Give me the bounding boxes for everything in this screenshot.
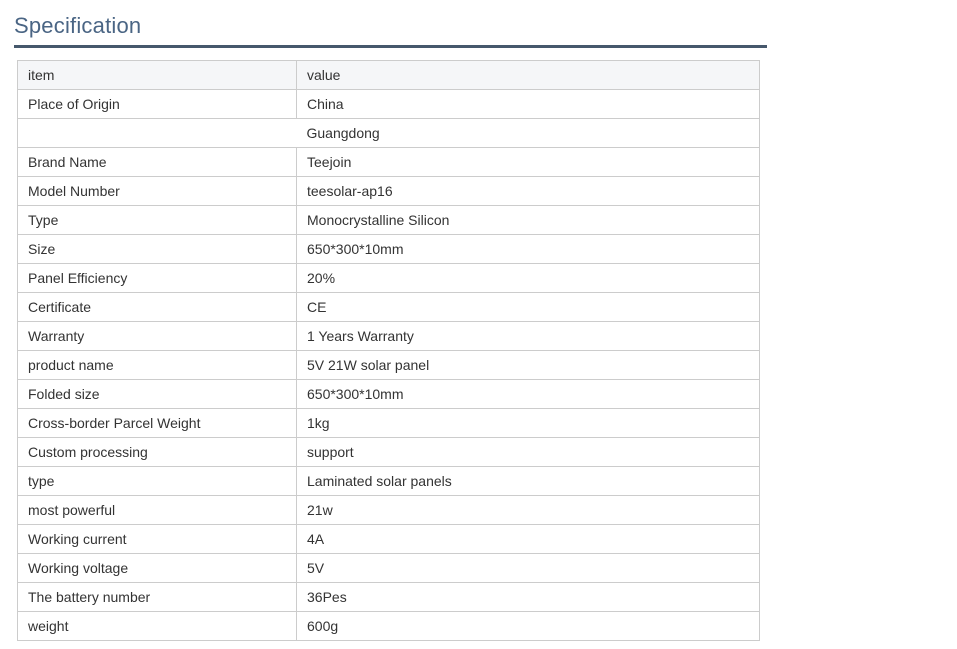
table-body xyxy=(18,90,760,641)
table-row xyxy=(18,293,760,322)
column-header-value: value xyxy=(297,61,760,90)
spec-item-cell: Custom processing xyxy=(18,438,297,467)
table-row xyxy=(18,438,760,467)
spec-item-cell xyxy=(18,119,297,148)
spec-value-cell: 5V 21W solar panel xyxy=(297,351,760,380)
table-row xyxy=(18,264,760,293)
table-row xyxy=(18,496,760,525)
spec-item-cell: Place of Origin xyxy=(18,90,297,119)
column-header-item: item xyxy=(18,61,297,90)
table-row xyxy=(18,119,760,148)
spec-value-cell: 650*300*10mm xyxy=(297,235,760,264)
spec-value-cell: support xyxy=(297,438,760,467)
spec-item-cell: The battery number xyxy=(18,583,297,612)
table-row xyxy=(18,409,760,438)
table-row xyxy=(18,380,760,409)
spec-value-cell: 21w xyxy=(297,496,760,525)
spec-item-cell: Warranty xyxy=(18,322,297,351)
table-row xyxy=(18,583,760,612)
table-row xyxy=(18,525,760,554)
table-row xyxy=(18,351,760,380)
spec-item-cell: Type xyxy=(18,206,297,235)
spec-item-cell: most powerful xyxy=(18,496,297,525)
table-row xyxy=(18,322,760,351)
table-row xyxy=(18,177,760,206)
spec-value-cell: Teejoin xyxy=(297,148,760,177)
spec-item-cell: Working current xyxy=(18,525,297,554)
spec-value-cell: 4A xyxy=(297,525,760,554)
spec-value-cell: 1kg xyxy=(297,409,760,438)
spec-item-cell: Brand Name xyxy=(18,148,297,177)
section-title-underline xyxy=(14,14,767,48)
table-header-row xyxy=(18,61,760,90)
spec-value-cell: 5V xyxy=(297,554,760,583)
spec-item-cell: type xyxy=(18,467,297,496)
spec-item-cell: Cross-border Parcel Weight xyxy=(18,409,297,438)
spec-item-cell: Folded size xyxy=(18,380,297,409)
spec-item-cell: Working voltage xyxy=(18,554,297,583)
specification-table xyxy=(17,60,760,641)
table-row xyxy=(18,467,760,496)
spec-item-cell: Model Number xyxy=(18,177,297,206)
table-row xyxy=(18,612,760,641)
table-row xyxy=(18,554,760,583)
spec-value-cell: China xyxy=(297,90,760,119)
table-header xyxy=(18,61,760,90)
spec-value-cell: 36Pes xyxy=(297,583,760,612)
table-row xyxy=(18,206,760,235)
page-title: Specification xyxy=(14,13,142,38)
spec-value-cell: Monocrystalline Silicon xyxy=(297,206,760,235)
spec-item-cell: Certificate xyxy=(18,293,297,322)
spec-value-cell: Guangdong xyxy=(297,119,760,148)
spec-value-cell: 20% xyxy=(297,264,760,293)
spec-item-cell: weight xyxy=(18,612,297,641)
spec-item-cell: product name xyxy=(18,351,297,380)
spec-value-cell: 650*300*10mm xyxy=(297,380,760,409)
spec-value-cell: Laminated solar panels xyxy=(297,467,760,496)
table-row xyxy=(18,235,760,264)
table-row xyxy=(18,90,760,119)
spec-value-cell: CE xyxy=(297,293,760,322)
spec-value-cell: 600g xyxy=(297,612,760,641)
spec-value-cell: 1 Years Warranty xyxy=(297,322,760,351)
spec-item-cell: Size xyxy=(18,235,297,264)
spec-value-cell: teesolar-ap16 xyxy=(297,177,760,206)
table-row xyxy=(18,148,760,177)
spec-item-cell: Panel Efficiency xyxy=(18,264,297,293)
